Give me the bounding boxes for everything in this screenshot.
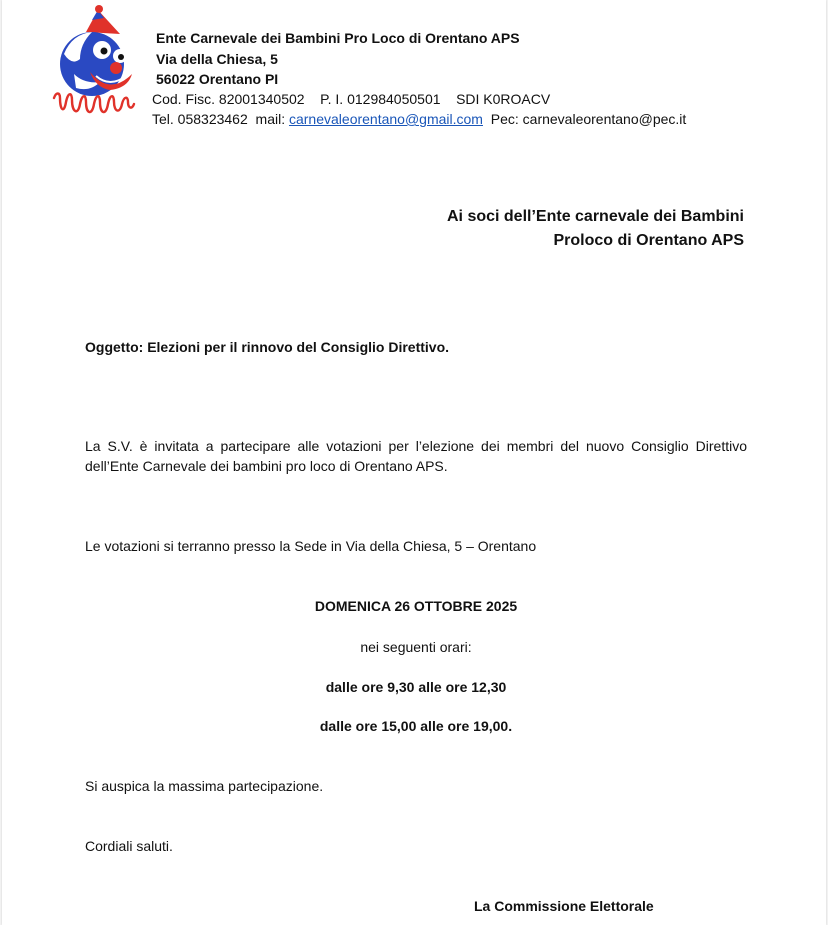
invite-paragraph: La S.V. è invitata a partecipare alle votazioni per l’elezione dei membri del nuovo Consiglio Direttivo dell’Ente Carnevale dei bambini pro loco di Orentano APS. (85, 438, 747, 474)
recipient-line-1: Ai soci dell’Ente carnevale dei Bambini (447, 208, 744, 225)
clown-logo-icon (50, 4, 142, 128)
fiscal-info: Cod. Fisc. 82001340502 P. I. 012984050501 SDI K0ROACV (152, 91, 551, 107)
pec-label: Pec: carnevaleorentano@pec.it (482, 111, 687, 127)
org-city: 56022 Orentano PI (156, 71, 279, 87)
hours-intro: nei seguenti orari: (360, 639, 472, 655)
signature: La Commissione Elettorale (474, 898, 654, 914)
greeting-line: Cordiali saluti. (85, 838, 173, 854)
hours-morning: dalle ore 9,30 alle ore 12,30 (325, 679, 507, 695)
org-street: Via della Chiesa, 5 (156, 51, 278, 67)
election-date: DOMENICA 26 OTTOBRE 2025 (314, 598, 518, 614)
contact-line (152, 109, 686, 129)
subject-line: Oggetto: Elezioni per il rinnovo del Consiglio Direttivo. (85, 339, 450, 355)
recipient-line-2: Proloco di Orentano APS (553, 232, 744, 249)
letter-page (2, 0, 826, 925)
email-link[interactable]: carnevaleorentano@gmail.com (288, 111, 483, 127)
hours-afternoon: dalle ore 15,00 alle ore 19,00. (319, 718, 513, 734)
closing-line: Si auspica la massima partecipazione. (85, 778, 324, 794)
org-name: Ente Carnevale dei Bambini Pro Loco di Orentano APS (156, 30, 520, 46)
tel-label: Tel. 058323462 mail: (152, 111, 289, 127)
location-line: Le votazioni si terranno presso la Sede in Via della Chiesa, 5 – Orentano (85, 538, 537, 554)
